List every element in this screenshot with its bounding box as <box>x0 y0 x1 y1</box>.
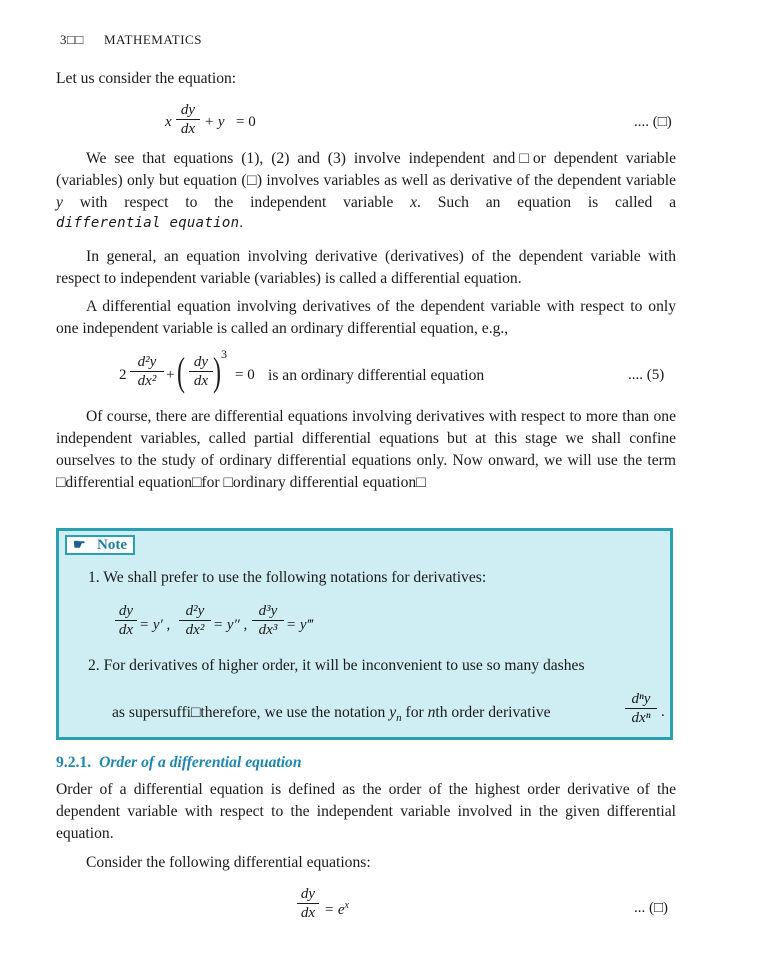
paragraph-1: We see that equations (1), (2) and (3) involve independent and□or dependent variable (variables) only but equation (□) involves variables as well as derivative of the dependent variable y with respect to the independent variable x. Such an equation is called a <box>56 150 676 211</box>
eq4-fraction <box>176 102 200 137</box>
page-number: 3□□ <box>60 32 84 47</box>
fraction-bar <box>130 371 164 372</box>
note-frac-nth: dⁿy dxⁿ <box>625 691 657 726</box>
note-frac-3: d³y dx³ <box>252 603 284 638</box>
fraction-bar <box>189 371 213 372</box>
section-heading <box>56 754 302 772</box>
note-eq-3: = y‴ <box>286 617 313 633</box>
eq5-power: 3 <box>221 347 227 361</box>
eq4-x: x <box>165 114 172 130</box>
paragraph-3: A differential equation involving derivatives of the dependent variable with respect to only one independent variable is called an ordinary differential equation, e.g., <box>56 298 676 337</box>
note-tag <box>65 535 135 555</box>
eq5-number: .... (5) <box>628 367 665 383</box>
paragraph-4: Of course, there are differential equations involving derivatives with respect to more than one independent variables, called partial differential equations but at this stage we shall confine ourselves to the study of ordinary differential equations only. Now onward, we will use the term □differential equation□for □ordinary differential equation□ <box>56 408 676 491</box>
fraction-bar <box>625 708 657 709</box>
section-number: 9.2.1. <box>56 754 92 771</box>
fraction-bar <box>252 620 284 621</box>
eq6-fraction: dy dx <box>297 886 319 921</box>
eq5-fraction-2: dy dx <box>189 354 213 389</box>
left-paren: ( <box>177 349 185 394</box>
eq4-number: .... (□) <box>634 114 672 130</box>
eq5-plus: + <box>166 367 175 383</box>
note-item-2b: as supersuffi□therefore, we use the notation $y_n$ for nth order derivative <box>112 704 551 725</box>
eq6-rhs: = $e^x$ <box>324 900 349 918</box>
fraction-bar <box>115 620 137 621</box>
pointing-hand-icon: ☛ <box>73 538 86 553</box>
section-title: Order of a differential equation <box>99 754 302 771</box>
right-paren: ) <box>213 349 221 394</box>
intro-text: Let us consider the equation: <box>56 70 237 87</box>
note-item-2a: 2. For derivatives of higher order, it will be inconvenient to use so many dashes <box>88 657 585 674</box>
fraction-bar <box>179 620 211 621</box>
eq4-rest: + y <box>204 114 225 130</box>
note-frac-1: dy dx <box>115 603 137 638</box>
eq5-text: is an ordinary differential equation <box>268 367 485 384</box>
eq4-num: dy <box>180 102 196 118</box>
paragraph-2: In general, an equation involving derivative (derivatives) of the dependent variable with respect to independent variable (variables) is called a differential equation. <box>56 248 676 287</box>
note-box <box>56 528 673 740</box>
note-item-1: 1. We shall prefer to use the following notations for derivatives: <box>88 569 487 586</box>
eq5-rhs: = 0 <box>235 367 255 383</box>
eq6-number: ... (□) <box>634 900 669 916</box>
eq4-rhs: = 0 <box>236 114 256 130</box>
paragraph-5: Order of a differential equation is defined as the order of the highest order derivative of the dependent variable with respect to the independent variable involved in the given differential equation. <box>56 781 676 842</box>
eq5-coef: 2 <box>119 367 127 383</box>
eq5-fraction-1: d²y dx² <box>130 354 164 389</box>
fraction-bar <box>176 119 200 120</box>
paragraph-6: Consider the following differential equations: <box>86 854 371 871</box>
note-eq-1: = y′ , <box>139 617 171 633</box>
note-end-period: . <box>661 704 665 720</box>
term-differential-equation: differential equation. <box>56 215 244 231</box>
note-frac-2: d²y dx² <box>179 603 211 638</box>
note-eq-2: = y″ , <box>213 617 248 633</box>
eq4-den: dx <box>180 121 196 137</box>
running-header: MATHEMATICS <box>104 32 202 47</box>
note-label: Note <box>97 537 127 553</box>
fraction-bar <box>297 903 319 904</box>
